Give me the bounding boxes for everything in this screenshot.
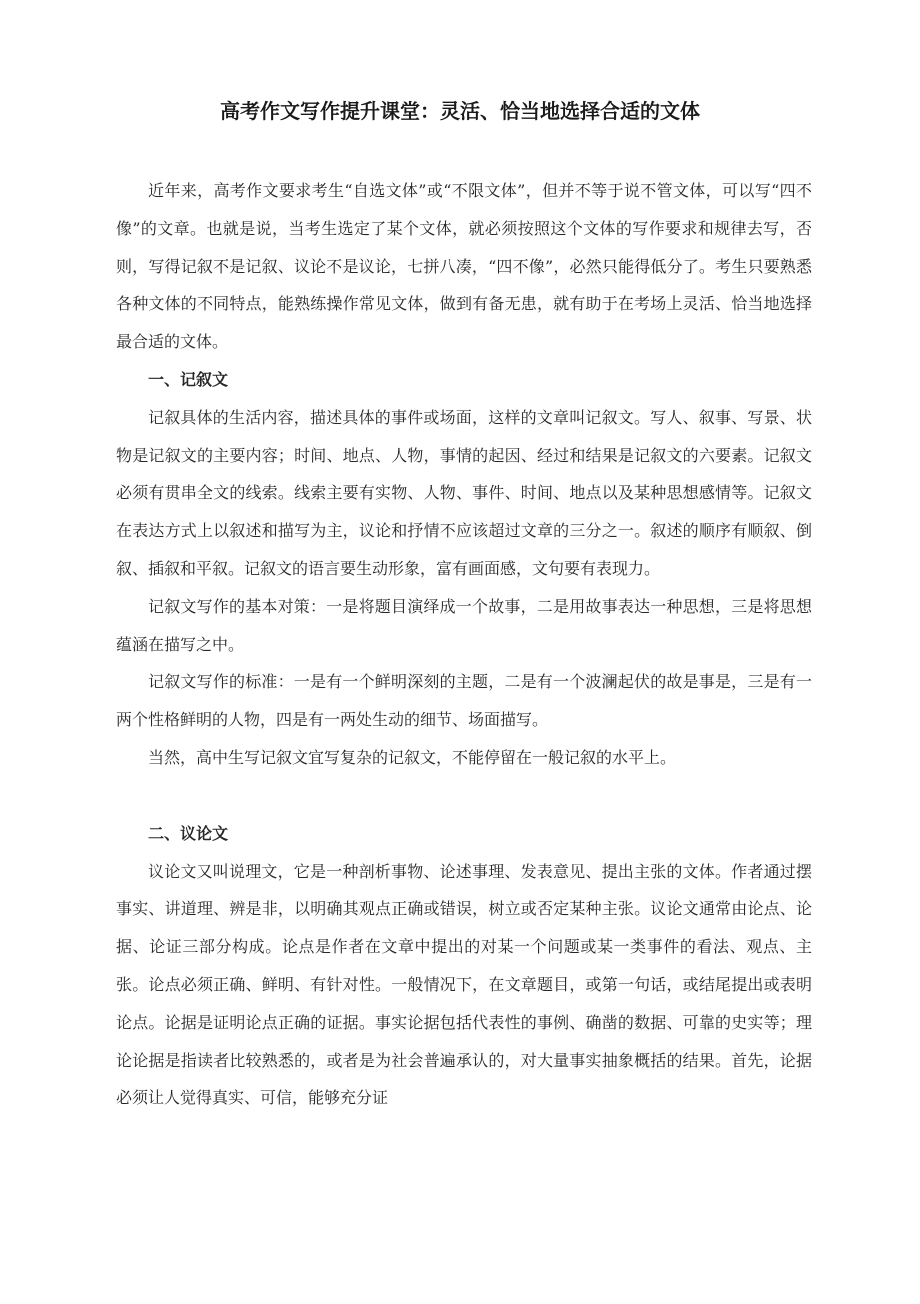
paragraph: 记叙文写作的标准：一是有一个鲜明深刻的主题，二是有一个波澜起伏的故是事是，三是有一两个性格鲜明的人物，四是有一两处生动的细节、场面描写。 (116, 672, 812, 730)
intro-paragraph: 近年来，高考作文要求考生“自选文体”或“不限文体”，但并不等于说不管文体，可以写“四不像”的文章。也就是说，当考生选定了某个文体，就必须按照这个文体的写作要求和规律去写，否则，写得记叙不是记叙、议论不是议论，七拼八凑，“四不像”，必然只能得低分了。考生只要熟悉各种文体的不同特点，能熟练操作常见文体，做到有备无患，就有助于在考场上灵活、恰当地选择最合适的文体。 (116, 181, 812, 352)
paragraph: 记叙具体的生活内容，描述具体的事件或场面，这样的文章叫记叙文。写人、叙事、写景、状物是记叙文的主要内容；时间、地点、人物，事情的起因、经过和结果是记叙文的六要素。记叙文必须有贯串全文的线索。线索主要有实物、人物、事件、时间、地点以及某种思想感情等。记叙文在表达方式上以叙述和描写为主，议论和抒情不应该超过文章的三分之一。叙述的顺序有顺叙、倒叙、插叙和平叙。记叙文的语言要生动形象，富有画面感，文句要有表现力。 (116, 407, 812, 578)
paragraph: 记叙文写作的基本对策：一是将题目演绎成一个故事，二是用故事表达一种思想，三是将思想蕴涵在描写之中。 (116, 596, 812, 654)
section-narrative (116, 361, 812, 777)
paragraph: 当然，高中生写记叙文宜写复杂的记叙文，不能停留在一般记叙的水平上。 (148, 747, 677, 767)
section-heading-narrative: 一、记叙文 (148, 369, 229, 389)
section-heading-argumentative: 二、议论文 (148, 823, 229, 843)
section-argumentative (116, 815, 812, 1117)
document-body (116, 172, 812, 1117)
document-title: 高考作文写作提升课堂：灵活、恰当地选择合适的文体 (220, 99, 700, 123)
paragraph: 议论文又叫说理文，它是一种剖析事物、论述事理、发表意见、提出主张的文体。作者通过摆事实、讲道理、辨是非，以明确其观点正确或错误，树立或否定某种主张。议论文通常由论点、论据、论证三部分构成。论点是作者在文章中提出的对某一个问题或某一类事件的看法、观点、主张。论点必须正确、鲜明、有针对性。一般情况下，在文章题目，或第一句话，或结尾提出或表明论点。论据是证明论点正确的证据。事实论据包括代表性的事例、确凿的数据、可靠的史实等；理论论据是指读者比较熟悉的，或者是为社会普遍承认的，对大量事实抽象概括的结果。首先，论据必须让人觉得真实、可信，能够充分证 (116, 861, 812, 1108)
section-spacer (116, 777, 812, 815)
